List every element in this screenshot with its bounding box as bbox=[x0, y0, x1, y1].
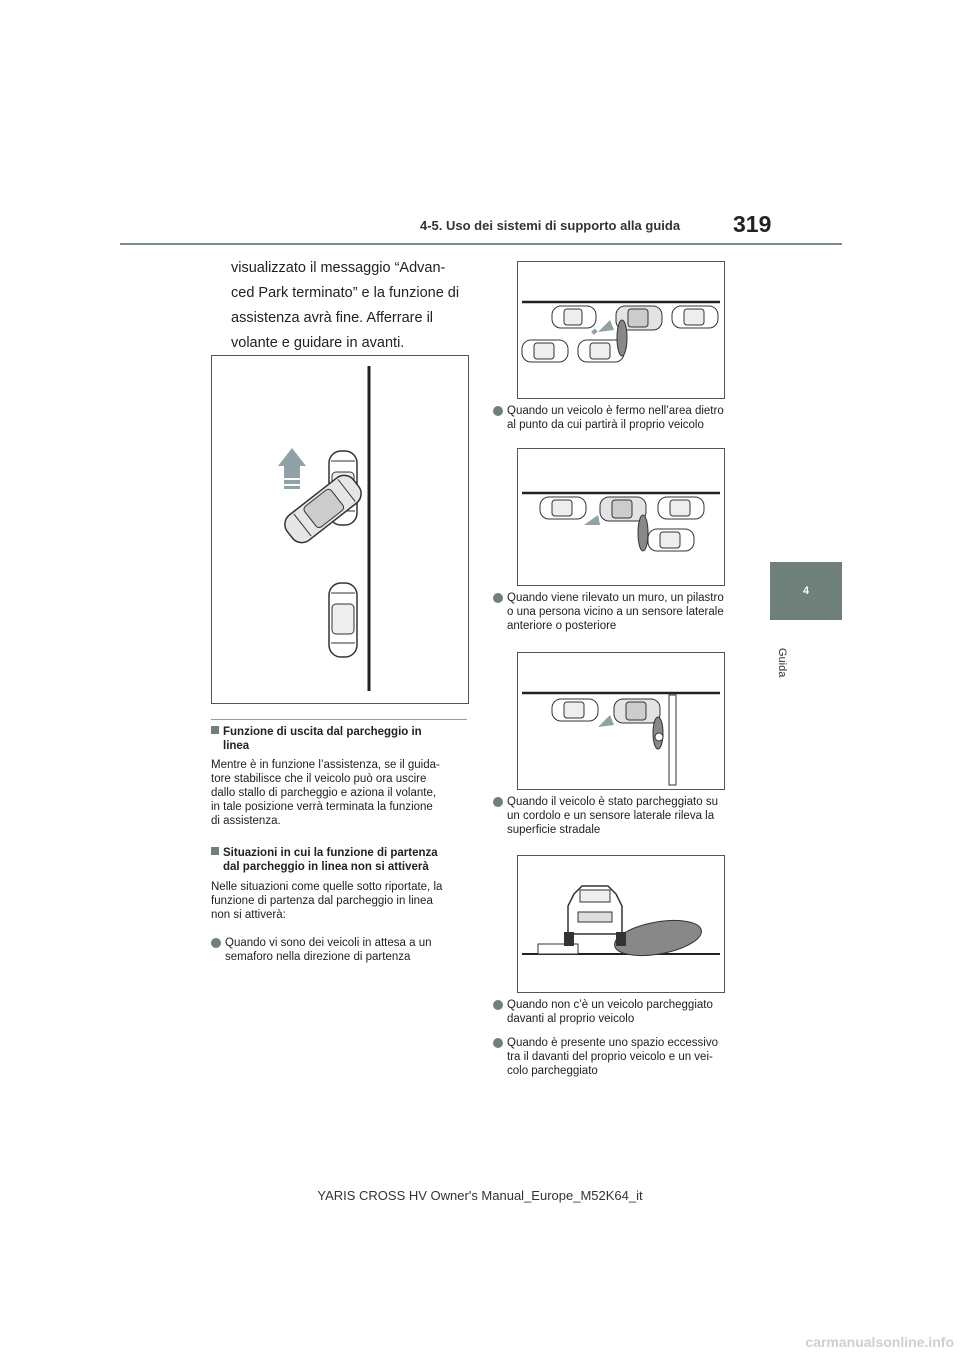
text-line: davanti al proprio veicolo bbox=[507, 1013, 635, 1025]
intro-line: volante e guidare in avanti. bbox=[231, 335, 405, 351]
figure-pull-out bbox=[211, 355, 469, 704]
bullet-item-no-vehicle-ahead bbox=[493, 998, 767, 1026]
parked-car bbox=[552, 306, 596, 328]
sensor-area bbox=[638, 515, 648, 551]
section-divider bbox=[211, 719, 467, 720]
parked-car bbox=[658, 497, 704, 519]
heading-line: dal parcheggio in linea non si attiverà bbox=[223, 861, 429, 873]
page-number: 319 bbox=[733, 211, 772, 237]
car-front-view bbox=[564, 886, 626, 946]
paragraph-pull-out-function bbox=[211, 758, 473, 828]
footer-text: YARIS CROSS HV Owner's Manual_Europe_M52K64_it bbox=[317, 1188, 643, 1203]
bullet-dot-icon bbox=[493, 1038, 503, 1048]
figure-pillar bbox=[517, 652, 725, 790]
text-line: funzione di partenza dal parcheggio in linea bbox=[211, 895, 433, 907]
figure-curb bbox=[517, 855, 725, 993]
text-line: tore stabilisce che il veicolo può ora uscire bbox=[211, 773, 427, 785]
chapter-number: 4 bbox=[802, 585, 810, 597]
text-line: dallo stallo di parcheggio e aziona il volante, bbox=[211, 787, 437, 799]
heading-line: linea bbox=[223, 740, 250, 752]
heading-pull-out-function bbox=[211, 725, 471, 753]
bullet-dot-icon bbox=[493, 797, 503, 807]
curb-illustration bbox=[518, 856, 724, 992]
waiting-car bbox=[522, 340, 568, 362]
text-line: tra il davanti del proprio veicolo e un vei- bbox=[507, 1051, 713, 1063]
text-line: colo parcheggiato bbox=[507, 1065, 598, 1077]
approaching-car bbox=[648, 529, 694, 551]
intro-line: visualizzato il messaggio “Advan- bbox=[231, 260, 446, 276]
watermark: carmanualsonline.info bbox=[805, 1334, 954, 1350]
parked-car bbox=[552, 699, 598, 721]
text-line: di assistenza. bbox=[211, 815, 281, 827]
pull-out-illustration bbox=[212, 356, 468, 703]
bullet-item-vehicle-behind bbox=[493, 404, 767, 432]
text-line: Nelle situazioni come quelle sotto riportate, la bbox=[211, 881, 443, 893]
direction-arrow-icon bbox=[584, 515, 600, 525]
text-line: superficie stradale bbox=[507, 824, 601, 836]
square-bullet-icon bbox=[211, 726, 219, 734]
text-line: o una persona vicino a un sensore laterale bbox=[507, 606, 724, 618]
text-line: Quando non c’è un veicolo parcheggiato bbox=[507, 999, 713, 1011]
own-car bbox=[614, 699, 660, 723]
parked-car bbox=[540, 497, 586, 519]
square-bullet-icon bbox=[211, 847, 219, 855]
bullet-dot-icon bbox=[493, 593, 503, 603]
sensor-area bbox=[617, 320, 627, 356]
heading-line: Situazioni in cui la funzione di partenza bbox=[223, 847, 438, 859]
text-line: Quando viene rilevato un muro, un pilastro bbox=[507, 592, 724, 604]
text-line: non si attiverà: bbox=[211, 909, 286, 921]
chapter-label: Guida bbox=[776, 648, 788, 678]
figure-wall-or-person bbox=[517, 448, 725, 586]
own-car bbox=[600, 497, 646, 521]
text-line: semaforo nella direzione di partenza bbox=[225, 951, 411, 963]
intro-line: assistenza avrà fine. Afferrare il bbox=[231, 310, 434, 326]
heading-situations-not-active bbox=[211, 846, 473, 874]
wall-person-illustration bbox=[518, 449, 724, 585]
bullet-item-wall-pillar-person bbox=[493, 591, 767, 633]
text-line: in tale posizione verrà terminata la funzione bbox=[211, 801, 433, 813]
chapter-tab bbox=[770, 562, 842, 620]
text-line: al punto da cui partirà il proprio veicolo bbox=[507, 419, 704, 431]
header-rule bbox=[120, 243, 842, 245]
paragraph-situations bbox=[211, 880, 473, 922]
intro-text bbox=[231, 256, 476, 356]
text-line: Mentre è in funzione l’assistenza, se il guida- bbox=[211, 759, 440, 771]
text-line: Quando è presente uno spazio eccessivo bbox=[507, 1037, 718, 1049]
parked-car-rear bbox=[329, 583, 357, 657]
pillar bbox=[669, 695, 676, 785]
bullet-item-excessive-space bbox=[493, 1036, 767, 1078]
intro-line: ced Park terminato” e la funzione di bbox=[231, 285, 460, 301]
text-line: Quando vi sono dei veicoli in attesa a un bbox=[225, 937, 432, 949]
text-line: un cordolo e un sensore laterale rileva la bbox=[507, 810, 715, 822]
bullet-item-curb bbox=[493, 795, 767, 837]
figure-vehicle-behind bbox=[517, 261, 725, 399]
bullet-dot-icon bbox=[493, 1000, 503, 1010]
direction-arrow-icon bbox=[598, 715, 614, 727]
bullet-item-traffic-light bbox=[211, 936, 487, 964]
person-icon bbox=[655, 733, 663, 741]
section-title: 4-5. Uso dei sistemi di supporto alla guida bbox=[420, 218, 681, 233]
vehicle-behind-illustration bbox=[518, 262, 724, 398]
text-line: Quando il veicolo è stato parcheggiato su bbox=[507, 796, 718, 808]
text-line: anteriore o posteriore bbox=[507, 620, 617, 632]
heading-line: Funzione di uscita dal parcheggio in bbox=[223, 726, 422, 738]
bullet-dot-icon bbox=[493, 406, 503, 416]
parked-car bbox=[672, 306, 718, 328]
bullet-dot-icon bbox=[211, 938, 221, 948]
pillar-illustration bbox=[518, 653, 724, 789]
text-line: Quando un veicolo è fermo nell’area dietro bbox=[507, 405, 724, 417]
direction-arrow-icon bbox=[278, 448, 306, 489]
